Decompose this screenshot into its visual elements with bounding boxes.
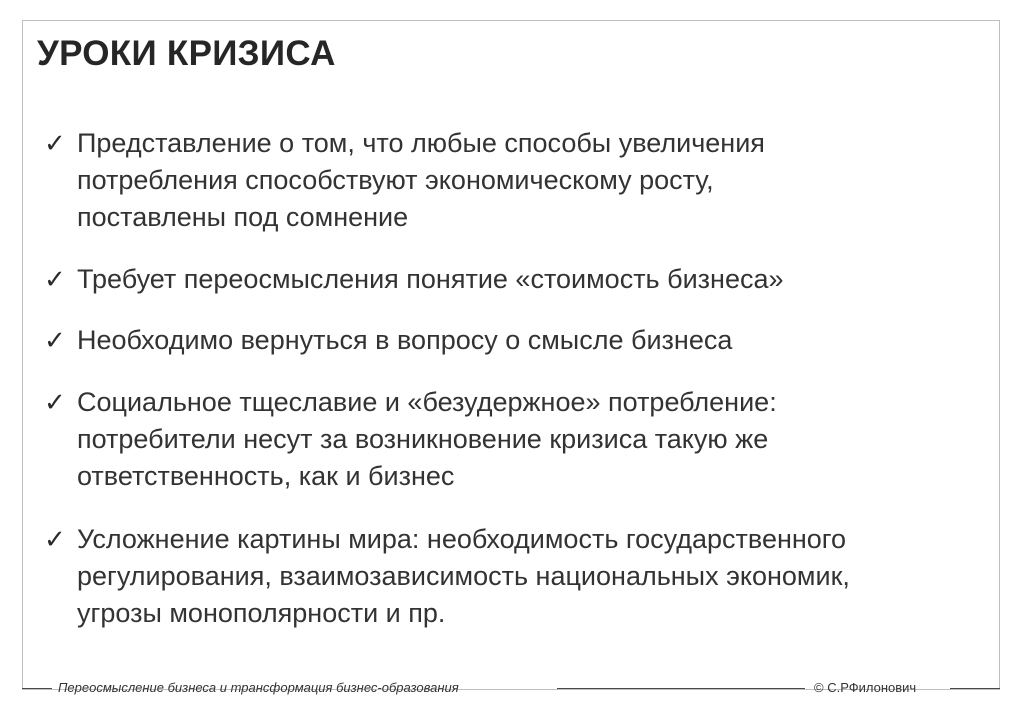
bullet-text: Усложнение картины мира: необходимость государственного регулирования, взаимозависимость национальных экономик, угрозы монополярности и пр. (77, 524, 850, 628)
footer-divider (557, 688, 805, 689)
checkmark-icon: ✓ (44, 325, 66, 355)
checkmark-icon: ✓ (44, 524, 66, 554)
checkmark-icon: ✓ (44, 387, 66, 417)
footer-divider (22, 688, 52, 689)
footer-divider (950, 688, 1000, 689)
footer-caption: Переосмысление бизнеса и трансформация бизнес-образования (58, 680, 459, 695)
checkmark-icon: ✓ (44, 128, 66, 158)
bullet-text: Социальное тщеславие и «безудержное» потребление: потребители несут за возникновение кризиса такую же ответственность, как и бизнес (77, 387, 777, 491)
footer-copyright: © С.РФилонович (814, 680, 917, 695)
bullet-text: Необходимо вернуться в вопросу о смысле бизнеса (77, 325, 733, 355)
bullet-text: Требует переосмысления понятие «стоимость бизнеса» (77, 264, 784, 294)
bullet-text: Представление о том, что любые способы увеличения потребления способствуют экономическому росту, поставлены под сомнение (77, 128, 765, 232)
slide-title: УРОКИ КРИЗИСА (37, 34, 336, 73)
checkmark-icon: ✓ (44, 264, 66, 294)
